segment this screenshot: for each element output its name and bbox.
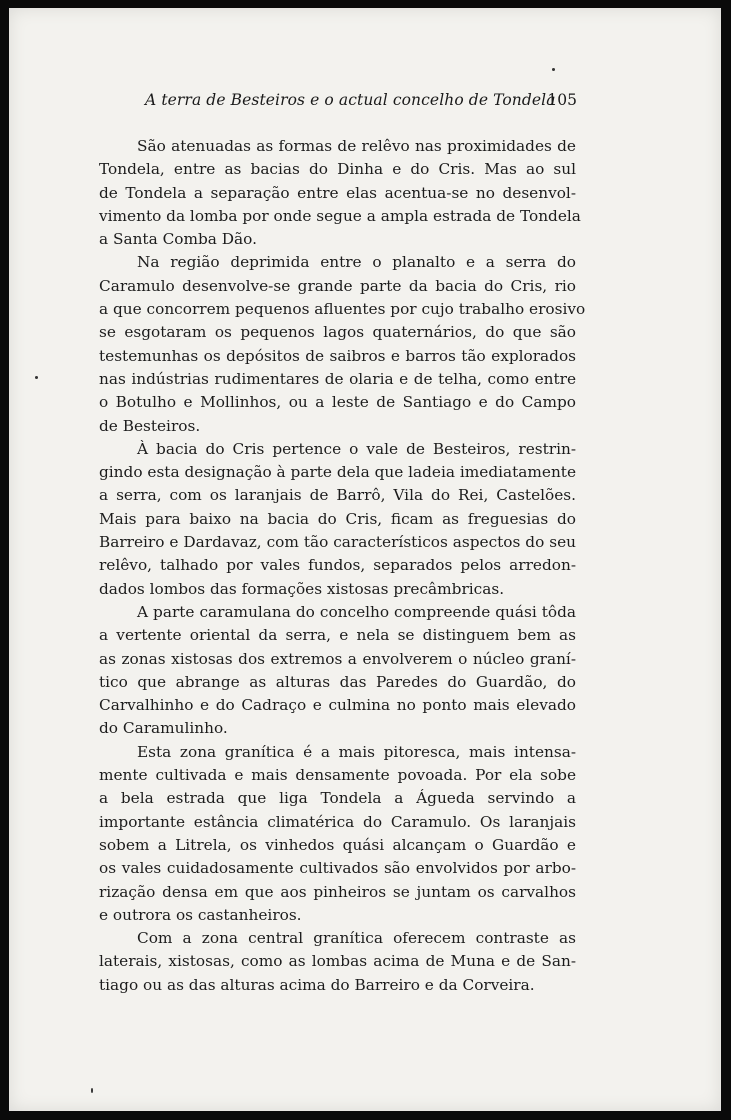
paragraph [99,251,586,437]
paragraph [99,438,576,601]
text-line: vimento da lomba por onde segue a ampla estrada de Tondela [99,206,581,225]
text-line: sobem a Litrela, os vinhedos quási alcançam o Guardão e [99,835,576,854]
text-line: Barreiro e Dardavaz, com tão característicos aspectos do seu [99,533,576,552]
text-line: a bela estrada que liga Tondela a Águeda servindo a [99,789,576,808]
text-line: testemunhas os depósitos de saibros e barros tão explorados [99,346,576,365]
text-line: de Tondela a separação entre elas acentua-se no desenvol- [99,183,576,202]
text-line: Esta zona granítica é a mais pitoresca, mais intensa- [137,742,576,761]
text-line: as zonas xistosas dos extremos a envolverem o núcleo graní- [99,649,576,668]
scan-speck [552,68,555,71]
text-line: os vales cuidadosamente cultivados são envolvidos por arbo- [99,859,576,878]
text-line: nas indústrias rudimentares de olaria e de telha, como entre [99,369,576,388]
text-line: laterais, xistosas, como as lombas acima de Muna e de San- [99,952,576,971]
text-line: a Santa Comba Dão. [99,230,257,249]
text-line: se esgotaram os pequenos lagos quaternários, do que são [99,323,576,342]
running-header [145,91,577,115]
paragraph [99,601,576,741]
text-line: a que concorrem pequenos afluentes por cujo trabalho erosivo [99,300,586,319]
text-line: tico que abrange as alturas das Paredes do Guardão, do [99,672,576,691]
text-line: Mais para baixo na bacia do Cris, ficam as freguesias do [99,509,576,528]
page-number: 105 [547,91,577,109]
text-line: Com a zona central granítica oferecem contraste as [137,929,576,948]
text-line: São atenuadas as formas de relêvo nas proximidades de [137,137,576,155]
text-line: dados lombos das formações xistosas precâmbricas. [99,579,505,598]
text-line: À bacia do Cris pertence o vale de Besteiros, restrin- [137,439,576,458]
text-line: relêvo, talhado por vales fundos, separados pelos arredon- [99,556,576,575]
text-line: o Botulho e Mollinhos, ou a leste de Santiago e do Campo [99,393,576,412]
book-page [9,8,721,1111]
text-line: mente cultivada e mais densamente povoada. Por ela sobe [99,766,576,785]
text-line: rização densa em que aos pinheiros se juntam os carvalhos [99,882,576,901]
text-line: a serra, com os laranjais de Barrô, Vila do Rei, Castelões. [99,486,576,505]
text-line: de Besteiros. [99,416,201,435]
scan-speck [91,1088,93,1093]
page-body [99,135,586,997]
running-title: A terra de Besteiros e o actual concelho de Tondela [145,91,556,109]
paragraph [99,135,581,251]
text-line: importante estância climatérica do Caramulo. Os laranjais [99,812,576,831]
text-line: Na região deprimida entre o planalto e a serra do [137,253,576,272]
text-line: tiago ou as das alturas acima do Barreiro e da Corveira. [99,975,535,994]
paragraph [99,927,576,997]
text-line: gindo esta designação à parte dela que ladeia imediatamente [99,463,576,482]
text-line: e outrora os castanheiros. [99,905,302,924]
text-line: Tondela, entre as bacias do Dinha e do Cris. Mas ao sul [99,160,576,179]
text-line: Caramulo desenvolve-se grande parte da bacia do Cris, rio [99,276,576,295]
paragraph [99,741,576,927]
text-line: Carvalhinho e do Cadraço e culmina no ponto mais elevado [99,696,576,715]
text-line: do Caramulinho. [99,719,228,738]
text-line: A parte caramulana do concelho compreende quási tôda [137,602,576,621]
scan-speck [35,376,38,379]
text-line: a vertente oriental da serra, e nela se distinguem bem as [99,626,576,645]
